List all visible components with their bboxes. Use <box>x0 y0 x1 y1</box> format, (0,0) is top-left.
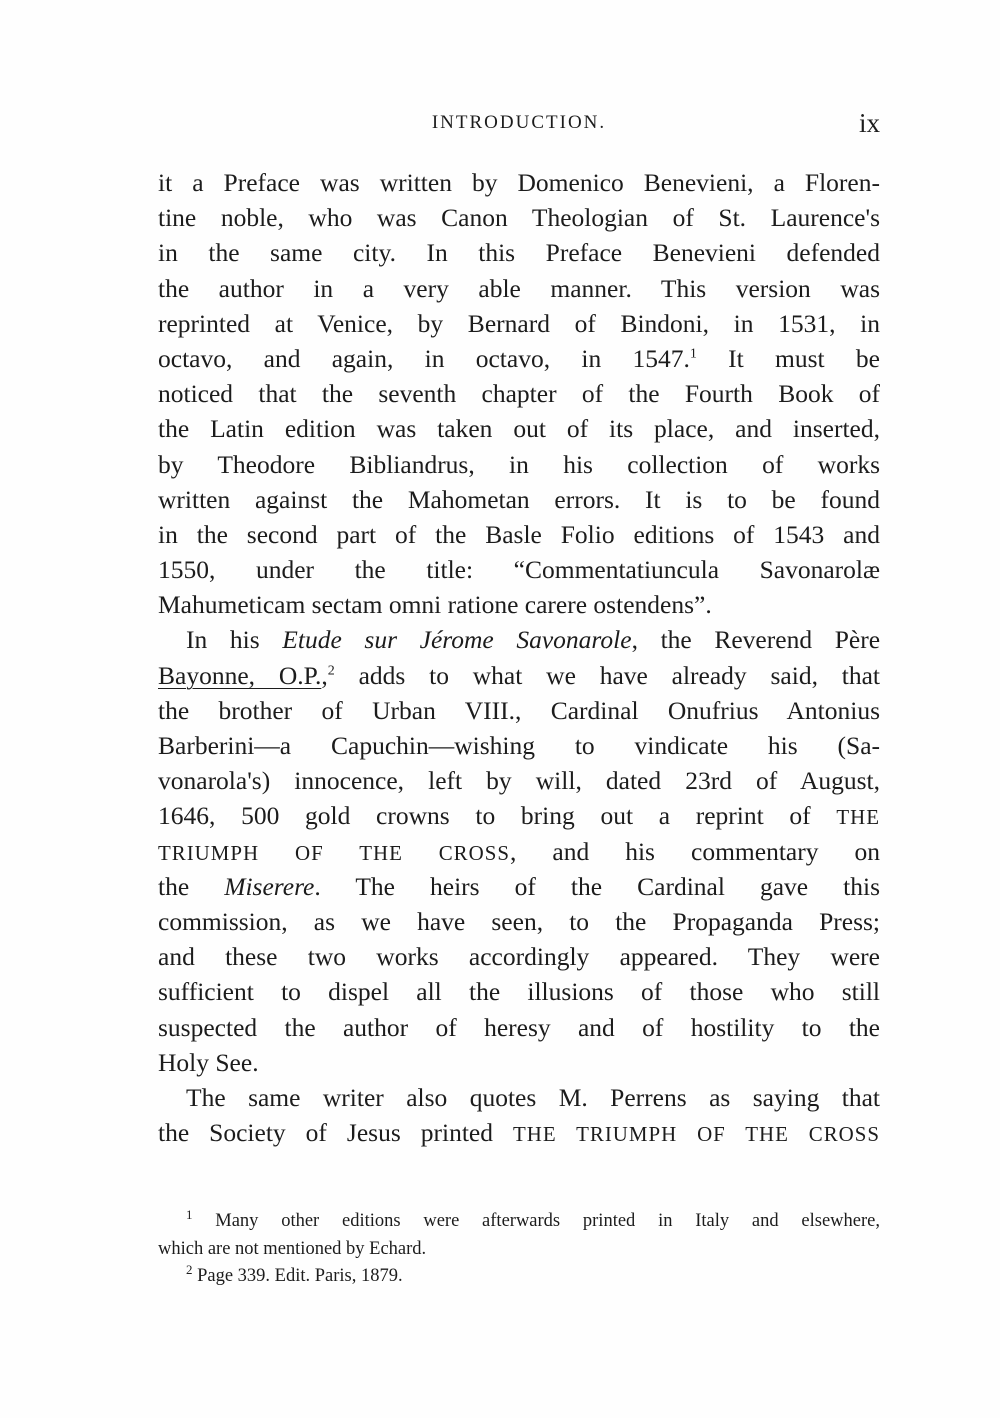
footnote-mark: 2 <box>186 1261 193 1277</box>
footnote-text: Many other editions were afterwards printed in Italy and elsewhere, <box>215 1211 880 1231</box>
text-line: reprinted at Venice, by Bernard of Bindoni, in 1531, in <box>158 308 880 338</box>
small-caps-title: THE <box>836 805 880 830</box>
text-line: by Theodore Bibliandrus, in his collection of works <box>158 449 880 479</box>
text-line: suspected the author of heresy and of hostility to the <box>158 1012 880 1042</box>
footnote-1 <box>158 1208 880 1236</box>
footnote-text: Page 339. Edit. Paris, 1879. <box>197 1266 403 1286</box>
text-line: Holy See. <box>158 1047 259 1077</box>
text-line: Mahumeticam sectam omni ratione carere ostendens”. <box>158 590 712 620</box>
text-run: It must be <box>696 343 880 373</box>
text-line: sufficient to dispel all the illusions of those who still <box>158 977 880 1007</box>
text-line <box>158 834 880 869</box>
text-run: . The heirs of the Cardinal gave this <box>314 871 880 901</box>
italic-title: Etude sur Jérome Savonarole <box>282 625 632 655</box>
text-line <box>158 1115 880 1150</box>
small-caps-title: THE TRIUMPH OF THE CROSS <box>513 1122 881 1147</box>
text-line: noticed that the seventh chapter of the Fourth Book of <box>158 379 880 409</box>
text-line <box>158 658 880 693</box>
text-line <box>158 798 880 833</box>
text-line <box>158 341 880 376</box>
running-title: INTRODUCTION. <box>431 112 607 133</box>
footnote-ref: 1 <box>689 346 697 362</box>
body-text <box>158 165 880 1150</box>
italic-title: Miserere <box>224 871 315 901</box>
text-run: the Society of Jesus printed <box>158 1118 513 1148</box>
text-line: tine noble, who was Canon Theologian of St. Laurence's <box>158 203 880 233</box>
text-line: in the second part of the Basle Folio editions of 1543 and <box>158 519 880 549</box>
text-run: , and his commentary on <box>509 836 880 866</box>
text-run: , the Reverend Père <box>631 625 881 655</box>
footnotes <box>158 1208 880 1291</box>
footnote-2 <box>158 1263 880 1291</box>
text-line: vonarola's) innocence, left by will, dated 23rd of August, <box>158 766 880 796</box>
page-number: ix <box>858 108 880 138</box>
text-line: the brother of Urban VIII., Cardinal Onufrius Antonius <box>158 695 880 725</box>
footnote-ref: 2 <box>327 663 335 679</box>
text-line: in the same city. In this Preface Benevieni defended <box>158 238 880 268</box>
text-run: adds to what we have already said, that <box>334 660 880 690</box>
small-caps-title: TRIUMPH OF THE CROSS <box>158 840 510 865</box>
running-header <box>158 108 880 138</box>
footnote-mark: 1 <box>186 1206 193 1222</box>
text-run: the <box>158 871 225 901</box>
text-line: commission, as we have seen, to the Propaganda Press; <box>158 906 880 936</box>
text-line <box>158 622 880 657</box>
text-line: Barberini—a Capuchin—wishing to vindicate his (Sa- <box>158 731 880 760</box>
underlined-name: Bayonne, O.P. <box>158 660 322 690</box>
text-run: octavo, and again, in octavo, in 1547. <box>158 343 690 373</box>
text-line: The same writer also quotes M. Perrens as saying that <box>186 1082 880 1112</box>
text-line: it a Preface was written by Domenico Benevieni, a Floren- <box>158 168 880 197</box>
text-run: In his <box>186 625 283 655</box>
text-line: written against the Mahometan errors. It is to be found <box>158 484 880 514</box>
text-line <box>158 869 880 904</box>
text-line: and these two works accordingly appeared. They were <box>158 942 880 972</box>
text-line: the Latin edition was taken out of its place, and inserted, <box>158 414 880 444</box>
text-run: , <box>321 660 328 690</box>
text-run: 1646, 500 gold crowns to bring out a reprint of <box>158 801 837 831</box>
text-line: the author in a very able manner. This version was <box>158 273 880 303</box>
footnote-1-continued: which are not mentioned by Echard. <box>158 1238 427 1259</box>
text-line: 1550, under the title: “Commentatiuncula Savonarolæ <box>158 555 880 585</box>
